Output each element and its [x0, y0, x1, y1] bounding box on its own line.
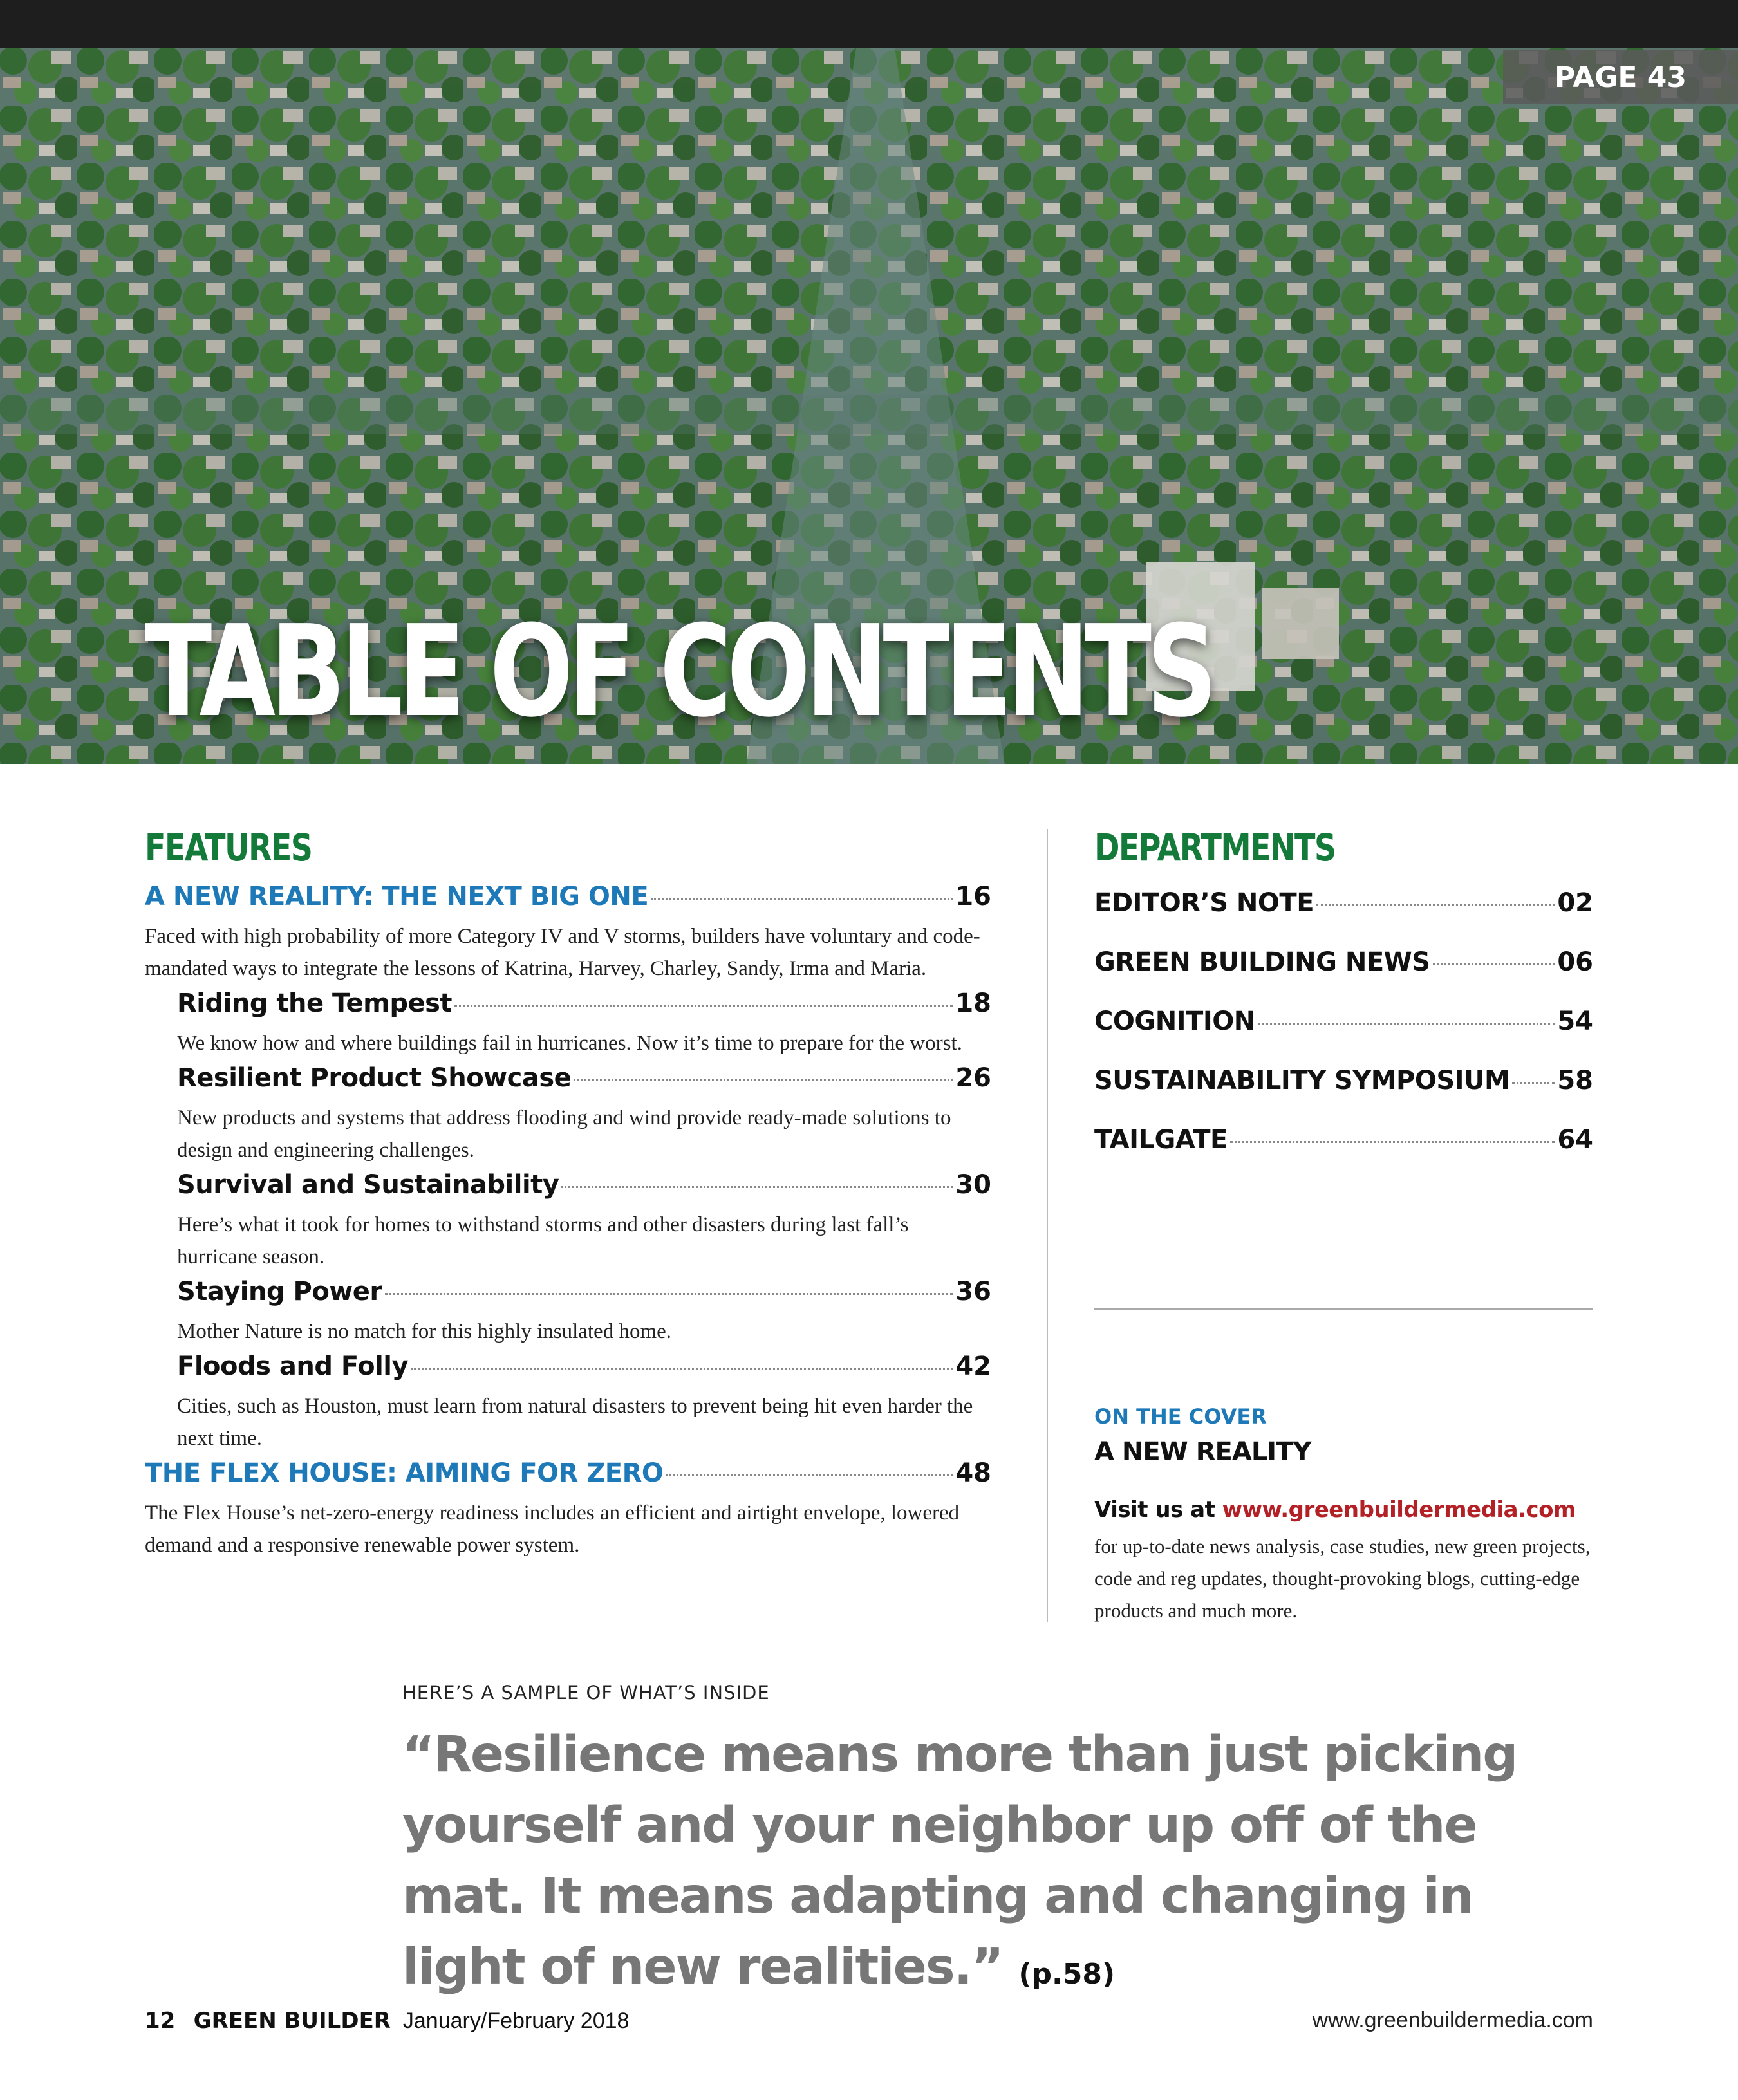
pull-quote [402, 1720, 1555, 2010]
department-page-number: 64 [1557, 1125, 1593, 1155]
quote-page-reference[interactable]: (p.58) [1018, 1958, 1116, 1991]
features-heading: FEATURES [145, 826, 312, 869]
department-page-number: 58 [1557, 1066, 1593, 1095]
on-the-cover-label: ON THE COVER [1094, 1404, 1267, 1429]
feature-subentry[interactable] [177, 1170, 991, 1273]
feature-description: New products and systems that address flooding and wind provide ready-made solutions to design and engineering challenges. [177, 1106, 951, 1162]
feature-page-number: 30 [955, 1170, 991, 1200]
feature-subentry[interactable] [177, 1063, 991, 1166]
department-page-number: 06 [1557, 947, 1593, 977]
visit-prefix: Visit us at [1094, 1497, 1222, 1523]
footer-folio [145, 2008, 629, 2034]
departments-list [1094, 888, 1593, 1184]
features-list [145, 882, 991, 1565]
dot-leader [574, 1079, 953, 1081]
feature-description: Faced with high probability of more Category IV and V storms, builders have voluntary and code-mandated ways to integrate the lessons of Katrina, Harvey, Charley, Sandy, Irma and Maria. [145, 925, 980, 980]
department-entry[interactable] [1094, 888, 1593, 947]
sample-label: HERE’S A SAMPLE OF WHAT’S INSIDE [402, 1682, 770, 1704]
department-title[interactable]: EDITOR’S NOTE [1094, 888, 1314, 918]
dot-leader [666, 1474, 953, 1476]
quote-text: “Resilience means more than just picking yourself and your neighbor up off of the mat. It means adapting and changing in light of new realities.” [402, 1726, 1517, 1996]
dot-leader [454, 1005, 953, 1007]
dot-leader [1230, 1141, 1555, 1143]
feature-title[interactable]: Floods and Folly [177, 1352, 409, 1381]
feature-page-number: 36 [955, 1277, 991, 1306]
feature-subentry[interactable] [177, 1277, 991, 1348]
feature-description: The Flex House’s net-zero-energy readiness includes an efficient and airtight envelope, lowered demand and a responsive renewable power system. [145, 1501, 960, 1557]
department-entry[interactable] [1094, 1007, 1593, 1066]
footer-magazine-name: GREEN BUILDER [193, 2008, 391, 2034]
feature-description: Cities, such as Houston, must learn from natural disasters to prevent being hit even harder the next time. [177, 1395, 973, 1450]
dot-leader [561, 1186, 953, 1188]
cover-story-title[interactable]: A NEW REALITY [1094, 1437, 1311, 1467]
feature-page-number: 16 [955, 882, 991, 911]
feature-entry[interactable] [145, 1458, 991, 1561]
department-entry[interactable] [1094, 947, 1593, 1007]
department-title[interactable]: TAILGATE [1094, 1125, 1228, 1155]
department-title[interactable]: COGNITION [1094, 1007, 1255, 1036]
footer-issue-date: January/February 2018 [402, 2009, 630, 2033]
feature-page-number: 18 [955, 989, 991, 1018]
dot-leader [385, 1293, 953, 1295]
dot-leader [1433, 963, 1555, 965]
feature-subentry[interactable] [177, 989, 991, 1059]
feature-description: We know how and where buildings fail in hurricanes. Now it’s time to prepare for the worst. [177, 1032, 962, 1055]
feature-page-number: 42 [955, 1352, 991, 1381]
feature-title[interactable]: A NEW REALITY: THE NEXT BIG ONE [145, 882, 649, 911]
feature-title[interactable]: THE FLEX HOUSE: AIMING FOR ZERO [145, 1458, 664, 1488]
feature-subentry[interactable] [177, 1352, 991, 1454]
department-title[interactable]: GREEN BUILDING NEWS [1094, 947, 1430, 977]
dot-leader [1316, 904, 1555, 906]
footer-page-number: 12 [145, 2008, 176, 2034]
dot-leader [1512, 1082, 1555, 1084]
department-page-number: 02 [1557, 888, 1593, 918]
department-entry[interactable] [1094, 1066, 1593, 1125]
departments-heading: DEPARTMENTS [1094, 826, 1336, 869]
feature-page-number: 48 [955, 1458, 991, 1488]
page-title: TABLE OF CONTENTS [145, 599, 1213, 745]
top-bar [0, 0, 1738, 48]
feature-title[interactable]: Riding the Tempest [177, 989, 453, 1018]
visit-us-line [1094, 1497, 1576, 1523]
feature-title[interactable]: Staying Power [177, 1277, 382, 1306]
column-divider [1047, 829, 1048, 1622]
feature-title[interactable]: Survival and Sustainability [177, 1170, 559, 1200]
feature-page-number: 26 [955, 1063, 991, 1093]
visit-description: for up-to-date news analysis, case studies, new green projects, code and reg updates, thought-provoking blogs, cutting-edge products and much more. [1094, 1535, 1591, 1622]
feature-entry[interactable] [145, 882, 991, 985]
department-entry[interactable] [1094, 1125, 1593, 1184]
department-title[interactable]: SUSTAINABILITY SYMPOSIUM [1094, 1066, 1510, 1095]
feature-description: Mother Nature is no match for this highly insulated home. [177, 1320, 672, 1343]
dot-leader [1258, 1023, 1555, 1025]
departments-divider [1094, 1308, 1593, 1310]
website-link[interactable]: www.greenbuildermedia.com [1222, 1497, 1576, 1523]
department-page-number: 54 [1557, 1007, 1593, 1036]
page-badge[interactable]: PAGE 43 [1503, 50, 1738, 104]
dot-leader [411, 1368, 953, 1370]
feature-description: Here’s what it took for homes to withstand storms and other disasters during last fall’s hurricane season. [177, 1213, 909, 1268]
footer-url[interactable]: www.greenbuildermedia.com [1312, 2008, 1593, 2032]
dot-leader [651, 898, 953, 900]
feature-title[interactable]: Resilient Product Showcase [177, 1063, 572, 1093]
